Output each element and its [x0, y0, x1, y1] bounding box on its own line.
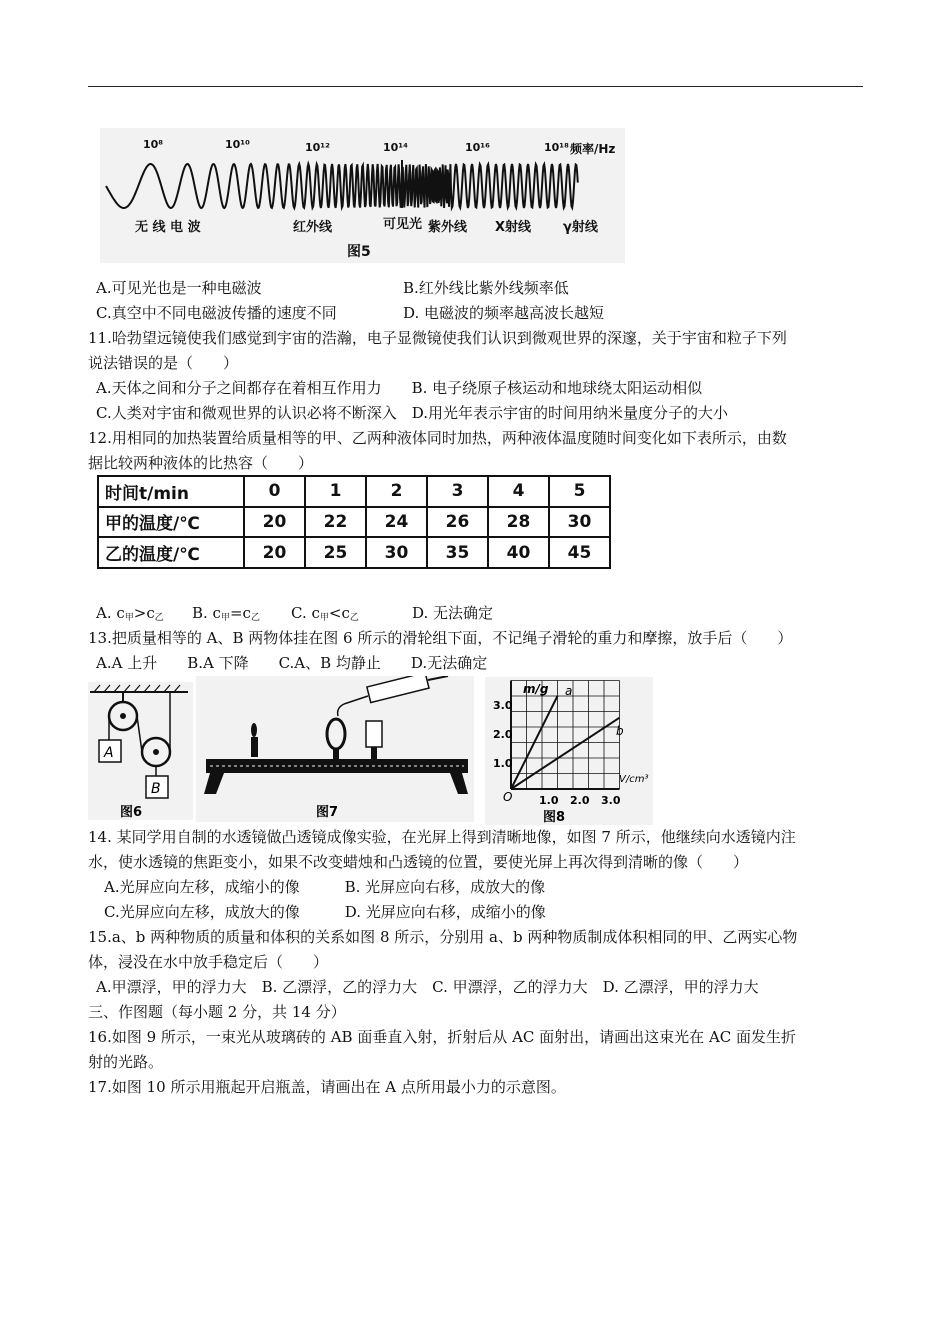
- table-cell: 35: [427, 537, 488, 568]
- band-visible: 可见光: [383, 217, 423, 232]
- table-cell: 30: [366, 537, 427, 568]
- chart-origin: O: [503, 790, 513, 804]
- q10-option-b[interactable]: B.红外线比紫外线频率低: [403, 279, 569, 297]
- table-cell: 25: [305, 537, 366, 568]
- chart-xtick: 2.0: [570, 794, 590, 807]
- q16-stem-2: 射的光路。: [88, 1053, 164, 1071]
- freq-label: 10¹⁴: [383, 141, 408, 154]
- section-3-heading: 三、作图题（每小题 2 分，共 14 分）: [88, 1003, 346, 1021]
- band-radio: 无 线 电 波: [135, 220, 201, 235]
- band-xray: X射线: [495, 220, 532, 235]
- table-cell: 5: [549, 476, 610, 507]
- freq-unit: 频率/Hz: [570, 142, 616, 156]
- q13-options[interactable]: A.A 上升 B.A 下降 C.A、B 均静止 D.无法确定: [96, 654, 488, 672]
- freq-label: 10¹⁶: [465, 141, 490, 154]
- figure-5-caption: 图5: [347, 244, 371, 260]
- freq-label: 10¹⁰: [225, 138, 250, 151]
- q12-option-d[interactable]: D. 无法确定: [412, 604, 494, 622]
- freq-label: 10¹²: [305, 141, 330, 154]
- table-cell: 2: [366, 476, 427, 507]
- block-a-label: A: [104, 745, 114, 761]
- chart-xlabel: V/cm³: [619, 774, 649, 785]
- table-cell: 20: [244, 507, 305, 538]
- band-ultraviolet: 紫外线: [428, 220, 468, 235]
- figure-7-optical-bench: [196, 676, 474, 822]
- q10-option-a[interactable]: A.可见光也是一种电磁波: [96, 279, 262, 297]
- q16-stem-1: 16.如图 9 所示，一束光从玻璃砖的 AB 面垂直入射，折射后从 AC 面射出，请画出这束光在 AC 面发生折: [88, 1028, 797, 1046]
- q11-options-ab[interactable]: A.天体之间和分子之间都存在着相互作用力 B. 电子绕原子核运动和地球绕太阳运动相似: [96, 379, 703, 397]
- figure-8-caption: 图8: [543, 810, 566, 825]
- table-label-yi: 乙的温度/℃: [98, 537, 244, 568]
- chart-ytick: 3.0: [493, 699, 513, 712]
- band-gamma: γ射线: [563, 220, 598, 235]
- series-label-a: a: [565, 684, 573, 698]
- series-label-b: b: [616, 724, 624, 738]
- q10-option-d[interactable]: D. 电磁波的频率越高波长越短: [403, 304, 605, 322]
- header-rule: [88, 86, 863, 87]
- freq-label: 10¹⁸: [544, 141, 569, 154]
- table-label-jia: 甲的温度/℃: [98, 507, 244, 538]
- q14-options-ab[interactable]: A.光屏应向左移，成缩小的像 B. 光屏应向右移，成放大的像: [104, 878, 546, 896]
- q12-stem-1: 12.用相同的加热装置给质量相等的甲、乙两种液体同时加热，两种液体温度随时间变化如下表所示，由数: [88, 429, 787, 447]
- table-row: [98, 476, 610, 507]
- table-cell: 0: [244, 476, 305, 507]
- chart-ytick: 1.0: [493, 757, 513, 770]
- q12-option-a[interactable]: A. $c_甲>c_乙$: [96, 604, 164, 623]
- q15-stem-1: 15.a、b 两种物质的质量和体积的关系如图 8 所示，分别用 a、b 两种物质制成体积相同的甲、乙两实心物: [88, 928, 798, 946]
- table-row: [98, 537, 610, 568]
- q11-stem-2: 说法错误的是（ ）: [88, 354, 239, 372]
- q15-stem-2: 体，浸没在水中放手稳定后（ ）: [88, 953, 329, 971]
- q10-option-c[interactable]: C.真空中不同电磁波传播的速度不同: [96, 304, 337, 322]
- block-b-label: B: [151, 781, 161, 797]
- q15-options[interactable]: A.甲漂浮，甲的浮力大 B. 乙漂浮，乙的浮力大 C. 甲漂浮，乙的浮力大 D. 乙漂浮，甲的浮力大: [96, 978, 759, 996]
- table-cell: 4: [488, 476, 549, 507]
- q14-stem-2: 水，使水透镜的焦距变小，如果不改变蜡烛和凸透镜的位置，要使光屏上再次得到清晰的像（ ）: [88, 853, 749, 871]
- table-cell: 1: [305, 476, 366, 507]
- table-cell: 24: [366, 507, 427, 538]
- q17-stem: 17.如图 10 所示用瓶起开启瓶盖，请画出在 A 点所用最小力的示意图。: [88, 1078, 566, 1096]
- table-cell: 45: [549, 537, 610, 568]
- chart-xtick: 1.0: [539, 794, 559, 807]
- q11-options-cd[interactable]: C.人类对宇宙和微观世界的认识必将不断深入 D.用光年表示宇宙的时间用纳米量度分子的大小: [96, 404, 728, 422]
- table-header-time: 时间t/min: [98, 476, 244, 507]
- table-cell: 26: [427, 507, 488, 538]
- freq-label: 10⁸: [143, 138, 164, 151]
- chart-xtick: 3.0: [601, 794, 621, 807]
- table-cell: 30: [549, 507, 610, 538]
- q10-options-cd: [96, 303, 605, 323]
- q14-options-cd[interactable]: C.光屏应向左移，成放大的像 D. 光屏应向右移，成缩小的像: [104, 903, 546, 921]
- q13-stem: 13.把质量相等的 A、B 两物体挂在图 6 所示的滑轮组下面，不记绳子滑轮的重力和摩擦，放手后（ ）: [88, 629, 793, 647]
- band-infrared: 红外线: [293, 220, 333, 235]
- temperature-table: [97, 475, 611, 569]
- q10-options-ab: [96, 278, 569, 298]
- figure-6-caption: 图6: [120, 805, 143, 820]
- q14-stem-1: 14. 某同学用自制的水透镜做凸透镜成像实验，在光屏上得到清晰地像，如图 7 所示，他继续向水透镜内注: [88, 828, 796, 846]
- table-row: [98, 507, 610, 538]
- chart-ytick: 2.0: [493, 728, 513, 741]
- table-cell: 28: [488, 507, 549, 538]
- table-cell: 3: [427, 476, 488, 507]
- figure-6-pulley: [88, 682, 193, 820]
- q11-stem-1: 11.哈勃望远镜使我们感觉到宇宙的浩瀚，电子显微镜使我们认识到微观世界的深邃，关于宇宙和粒子下列: [88, 329, 787, 347]
- q12-stem-2: 据比较两种液体的比热容（ ）: [88, 454, 314, 472]
- q12-options: [96, 603, 494, 628]
- figure-8-mass-volume-chart: [485, 677, 653, 825]
- figure-7-caption: 图7: [316, 805, 339, 820]
- figure-5-em-spectrum: [100, 128, 625, 263]
- q12-option-b[interactable]: B. $c_甲=c_乙$: [192, 604, 260, 623]
- table-cell: 22: [305, 507, 366, 538]
- table-cell: 40: [488, 537, 549, 568]
- q12-option-c[interactable]: C. $c_甲<c_乙$: [291, 604, 359, 623]
- table-cell: 20: [244, 537, 305, 568]
- chart-ylabel: m/g: [523, 682, 549, 696]
